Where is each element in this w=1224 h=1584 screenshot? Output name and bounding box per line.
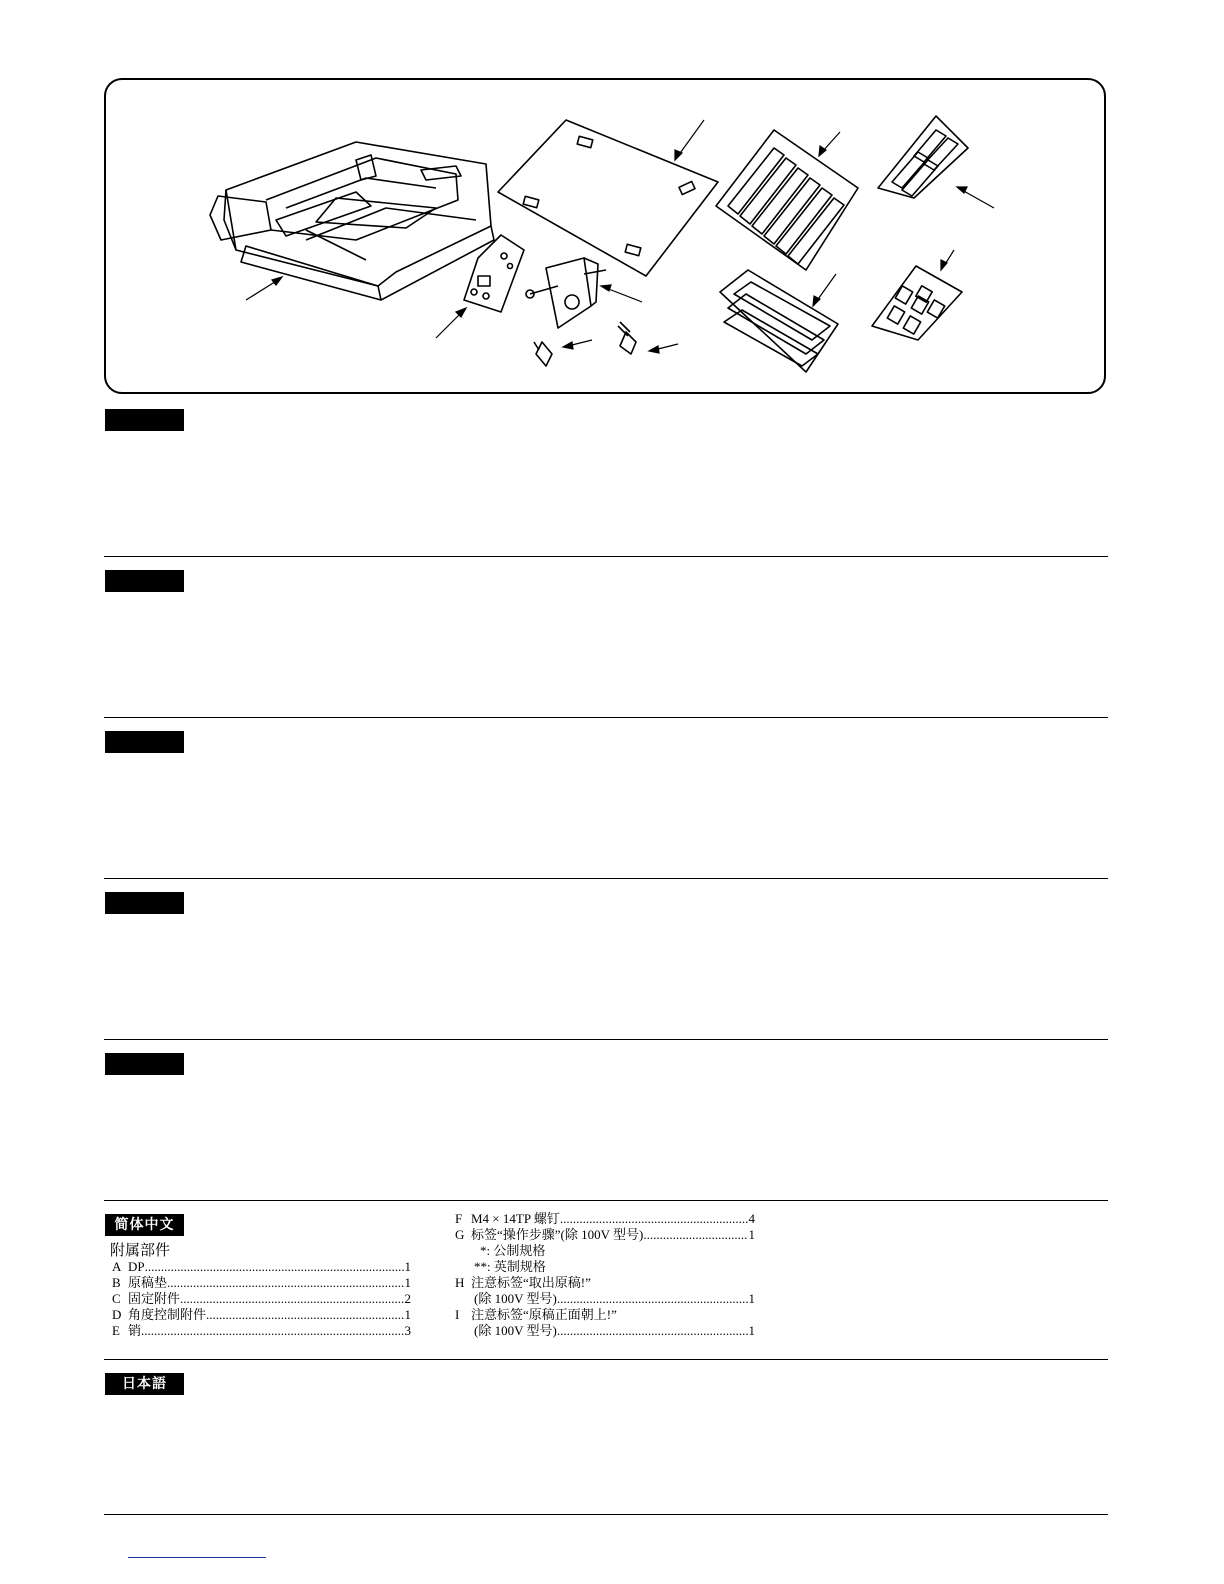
angle-control-fitting-drawing bbox=[526, 258, 606, 328]
language-tab-2 bbox=[105, 570, 184, 592]
footer-link-underline[interactable] bbox=[128, 1557, 266, 1558]
section-divider bbox=[104, 1359, 1108, 1360]
language-tab-4 bbox=[105, 892, 184, 914]
section-divider bbox=[104, 1039, 1108, 1040]
language-tab-1 bbox=[105, 409, 184, 431]
pin-drawing bbox=[534, 342, 552, 366]
fixing-fitting-drawing bbox=[464, 235, 524, 312]
section-divider bbox=[104, 717, 1108, 718]
operation-label-sheet-drawing bbox=[716, 130, 858, 270]
original-mat-drawing bbox=[498, 120, 718, 276]
accessories-list-right bbox=[455, 1211, 755, 1339]
list-item-note: *: 公制规格 bbox=[480, 1243, 546, 1258]
list-item: D 角度控制附件 ..... 1 bbox=[112, 1307, 411, 1323]
list-item: A DP ..... 1 bbox=[112, 1259, 411, 1275]
language-tab-5 bbox=[105, 1053, 184, 1075]
list-item: (除 100V 型号) ..... 1 bbox=[455, 1323, 755, 1339]
accessories-title: 附属部件 bbox=[110, 1241, 171, 1259]
section-divider bbox=[104, 1200, 1108, 1201]
caution-label-remove-drawing bbox=[878, 116, 968, 198]
list-item: I 注意标签“原稿正面朝上!” bbox=[455, 1307, 617, 1322]
operation-label-sheet-2-drawing bbox=[720, 270, 838, 372]
list-item: H 注意标签“取出原稿!” bbox=[455, 1275, 591, 1290]
list-item: C 固定附件 ..... 2 bbox=[112, 1291, 411, 1307]
language-tab-simplified-chinese: 简体中文 bbox=[105, 1214, 184, 1236]
list-item: B 原稿垫 ..... 1 bbox=[112, 1275, 411, 1291]
accessories-list-left bbox=[112, 1259, 411, 1339]
language-tab-japanese: 日本語 bbox=[105, 1373, 184, 1395]
list-item: (除 100V 型号) ..... 1 bbox=[455, 1291, 755, 1307]
language-tab-3 bbox=[105, 731, 184, 753]
list-item-note: **: 英制规格 bbox=[474, 1259, 546, 1274]
list-item: F M4 × 14TP 螺钉 ..... 4 bbox=[455, 1211, 755, 1227]
document-processor-drawing bbox=[210, 142, 494, 300]
list-item: E 销 ..... 3 bbox=[112, 1323, 411, 1339]
section-divider bbox=[104, 878, 1108, 879]
section-divider bbox=[104, 1514, 1108, 1515]
list-item: G 标签“操作步骤”(除 100V 型号) ..... 1 bbox=[455, 1227, 755, 1243]
parts-illustration bbox=[106, 80, 1106, 392]
parts-figure bbox=[104, 78, 1106, 394]
section-divider bbox=[104, 556, 1108, 557]
screw-drawing bbox=[618, 322, 636, 354]
caution-label-faceup-drawing bbox=[872, 266, 962, 340]
